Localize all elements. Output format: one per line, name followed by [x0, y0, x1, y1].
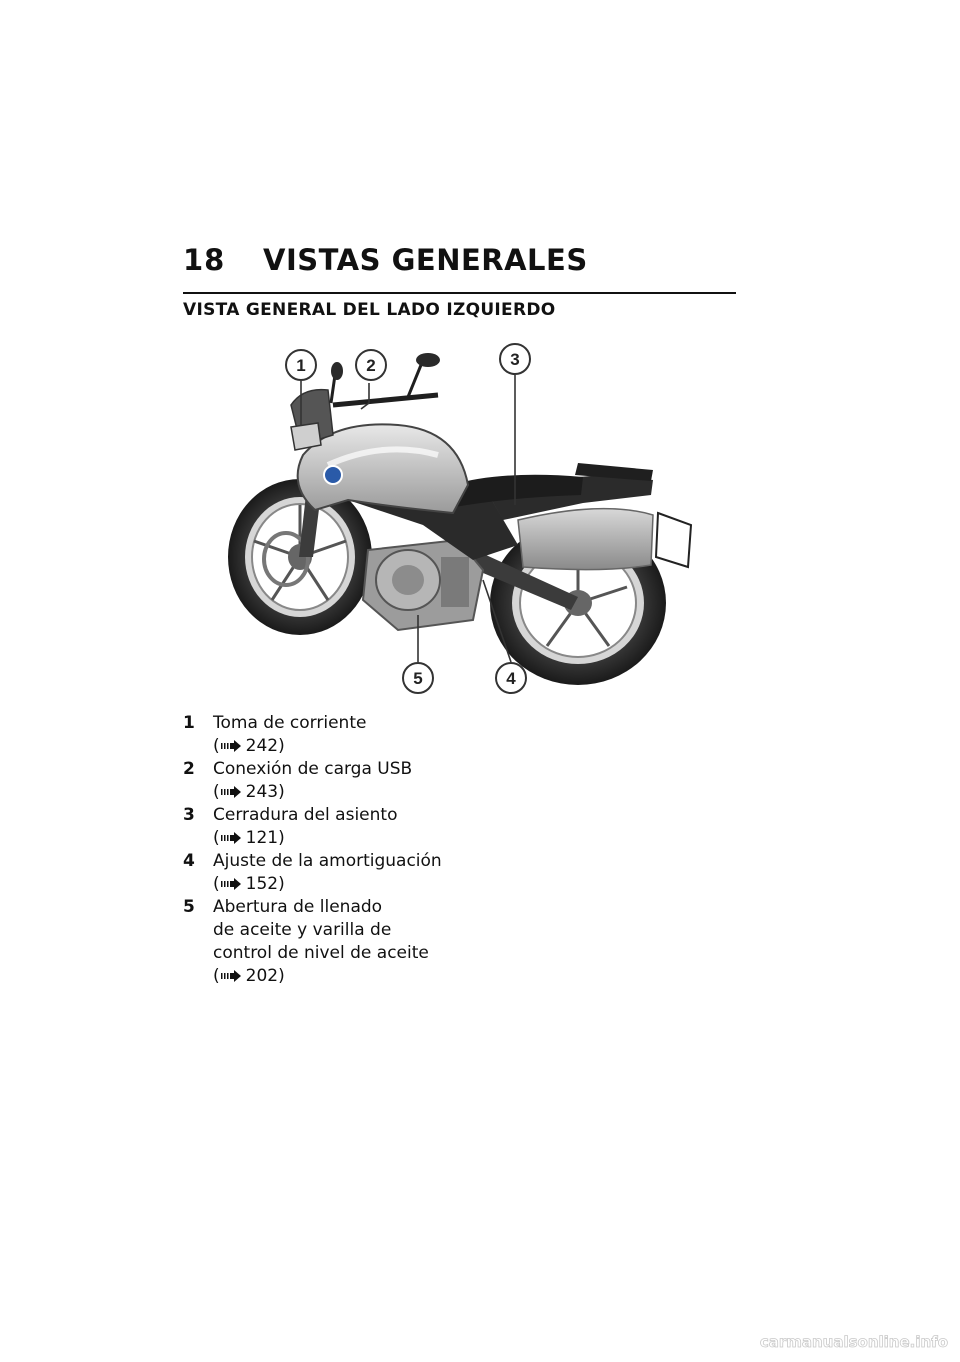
callout-5: [403, 663, 433, 693]
callout-4: [496, 663, 526, 693]
page-reference-arrow-icon: [220, 740, 242, 752]
ref-open-paren: (: [213, 736, 220, 756]
svg-text:carmanualsonline.info: carmanualsonline.info: [759, 1333, 948, 1351]
list-item: [183, 804, 483, 850]
section-title: VISTA GENERAL DEL LADO IZQUIERDO: [183, 300, 556, 320]
item-label-line: Abertura de llenado: [213, 897, 383, 917]
ref-page: 243): [245, 782, 285, 802]
page-header: [183, 243, 736, 283]
list-item: [183, 896, 483, 988]
page-reference[interactable]: [213, 827, 483, 850]
item-number: 1: [183, 713, 195, 733]
page-reference[interactable]: [213, 965, 483, 988]
ref-open-paren: (: [213, 874, 220, 894]
component-list: [183, 712, 483, 988]
item-number: 2: [183, 759, 195, 779]
watermark: [759, 1330, 950, 1354]
callout-2: [356, 350, 386, 380]
chapter-title: VISTAS GENERALES: [263, 243, 588, 277]
item-number: 3: [183, 805, 195, 825]
callout-2-label: 2: [366, 356, 376, 375]
item-number: 4: [183, 851, 195, 871]
license-plate: [656, 513, 691, 567]
page-number: 18: [183, 243, 226, 277]
ref-page: 152): [245, 874, 285, 894]
item-label: Conexión de carga USB: [213, 759, 413, 779]
ref-page: 121): [245, 828, 285, 848]
item-number: 5: [183, 897, 195, 917]
page-reference-arrow-icon: [220, 878, 242, 890]
ref-page: 202): [245, 966, 285, 986]
list-item: [183, 712, 483, 758]
watermark-logo: [759, 1330, 950, 1354]
ref-open-paren: (: [213, 828, 220, 848]
callout-3-label: 3: [510, 350, 520, 369]
list-item: [183, 850, 483, 896]
motorcycle-left-side-figure: [183, 335, 736, 695]
ref-open-paren: (: [213, 966, 220, 986]
callout-1-label: 1: [296, 356, 306, 375]
callout-3: [500, 344, 530, 374]
page-reference[interactable]: [213, 781, 483, 804]
ref-open-paren: (: [213, 782, 220, 802]
page-reference-arrow-icon: [220, 786, 242, 798]
item-label-line: control de nivel de aceite: [213, 943, 429, 963]
item-label-line: de aceite y varilla de: [213, 920, 392, 940]
list-item: [183, 758, 483, 804]
motorcycle-illustration: [183, 335, 736, 695]
callout-1: [286, 350, 316, 380]
header-divider: [183, 292, 736, 294]
item-label: Toma de corriente: [213, 713, 367, 733]
item-label: Cerradura del asiento: [213, 805, 398, 825]
item-label: Ajuste de la amortiguación: [213, 851, 442, 871]
page-reference[interactable]: [213, 873, 483, 896]
page-reference[interactable]: [213, 735, 483, 758]
page-reference-arrow-icon: [220, 832, 242, 844]
callout-5-label: 5: [413, 669, 423, 688]
ref-page: 242): [245, 736, 285, 756]
callout-4-label: 4: [506, 669, 516, 688]
page-reference-arrow-icon: [220, 970, 242, 982]
